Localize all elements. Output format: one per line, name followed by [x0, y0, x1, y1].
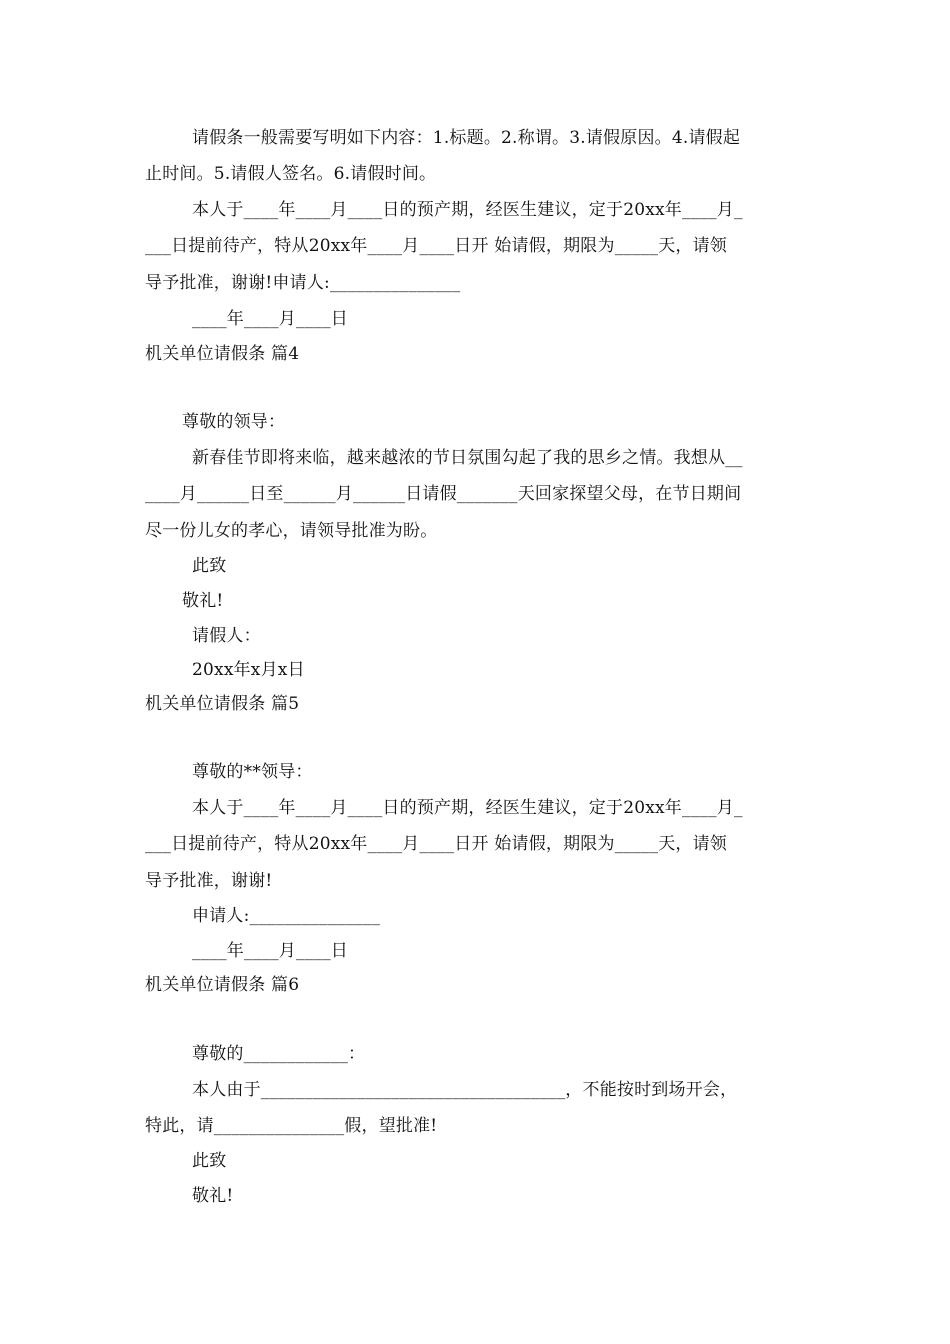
- salutation: 尊敬的**领导：: [192, 762, 313, 782]
- body-line: 尽一份儿女的孝心，请领导批准为盼。: [145, 521, 438, 541]
- body-line: ___日提前待产，特从20xx年____月____日开 始请假，期限为_____天，请领: [145, 236, 728, 256]
- date-line: ____年____月____日: [192, 309, 348, 329]
- closing-line: 此致: [192, 556, 227, 576]
- date-line: ____年____月____日: [192, 941, 348, 961]
- salutation: 尊敬的____________：: [192, 1044, 366, 1064]
- body-line: 特此，请_______________假，望批准!: [145, 1116, 438, 1136]
- body-line: 本人于____年____月____日的预产期，经医生建议，定于20xx年____月_: [192, 200, 743, 220]
- intro-line-1: 请假条一般需要写明如下内容：1.标题。2.称谓。3.请假原因。4.请假起: [192, 128, 741, 148]
- signature-label: 请假人：: [192, 626, 261, 646]
- body-line: ___日提前待产，特从20xx年____月____日开 始请假，期限为_____天，请领: [145, 834, 728, 854]
- section-heading-5: 机关单位请假条 篇5: [145, 694, 300, 714]
- salutation: 尊敬的领导：: [182, 412, 286, 432]
- body-line: ____月______日至______月______日请假_______天回家探望父母，在节日期间: [145, 484, 742, 504]
- body-line: 导予批准，谢谢!申请人:_______________: [145, 273, 461, 293]
- body-line: 导予批准，谢谢!: [145, 871, 273, 891]
- section-heading-6: 机关单位请假条 篇6: [145, 975, 300, 995]
- section-heading-4: 机关单位请假条 篇4: [145, 344, 300, 364]
- intro-line-2: 止时间。5.请假人签名。6.请假时间。: [145, 164, 437, 184]
- closing-line: 此致: [192, 1151, 227, 1171]
- closing-regards: 敬礼!: [182, 591, 224, 611]
- body-line: 本人由于___________________________________，不能按时到场开会，: [192, 1080, 738, 1100]
- signature-label: 申请人:_______________: [192, 906, 381, 926]
- body-line: 新春佳节即将来临，越来越浓的节日氛围勾起了我的思乡之情。我想从__: [192, 448, 743, 468]
- closing-regards: 敬礼!: [192, 1186, 234, 1206]
- date-line: 20xx年x月x日: [192, 660, 305, 680]
- body-line: 本人于____年____月____日的预产期，经医生建议，定于20xx年____月_: [192, 798, 743, 818]
